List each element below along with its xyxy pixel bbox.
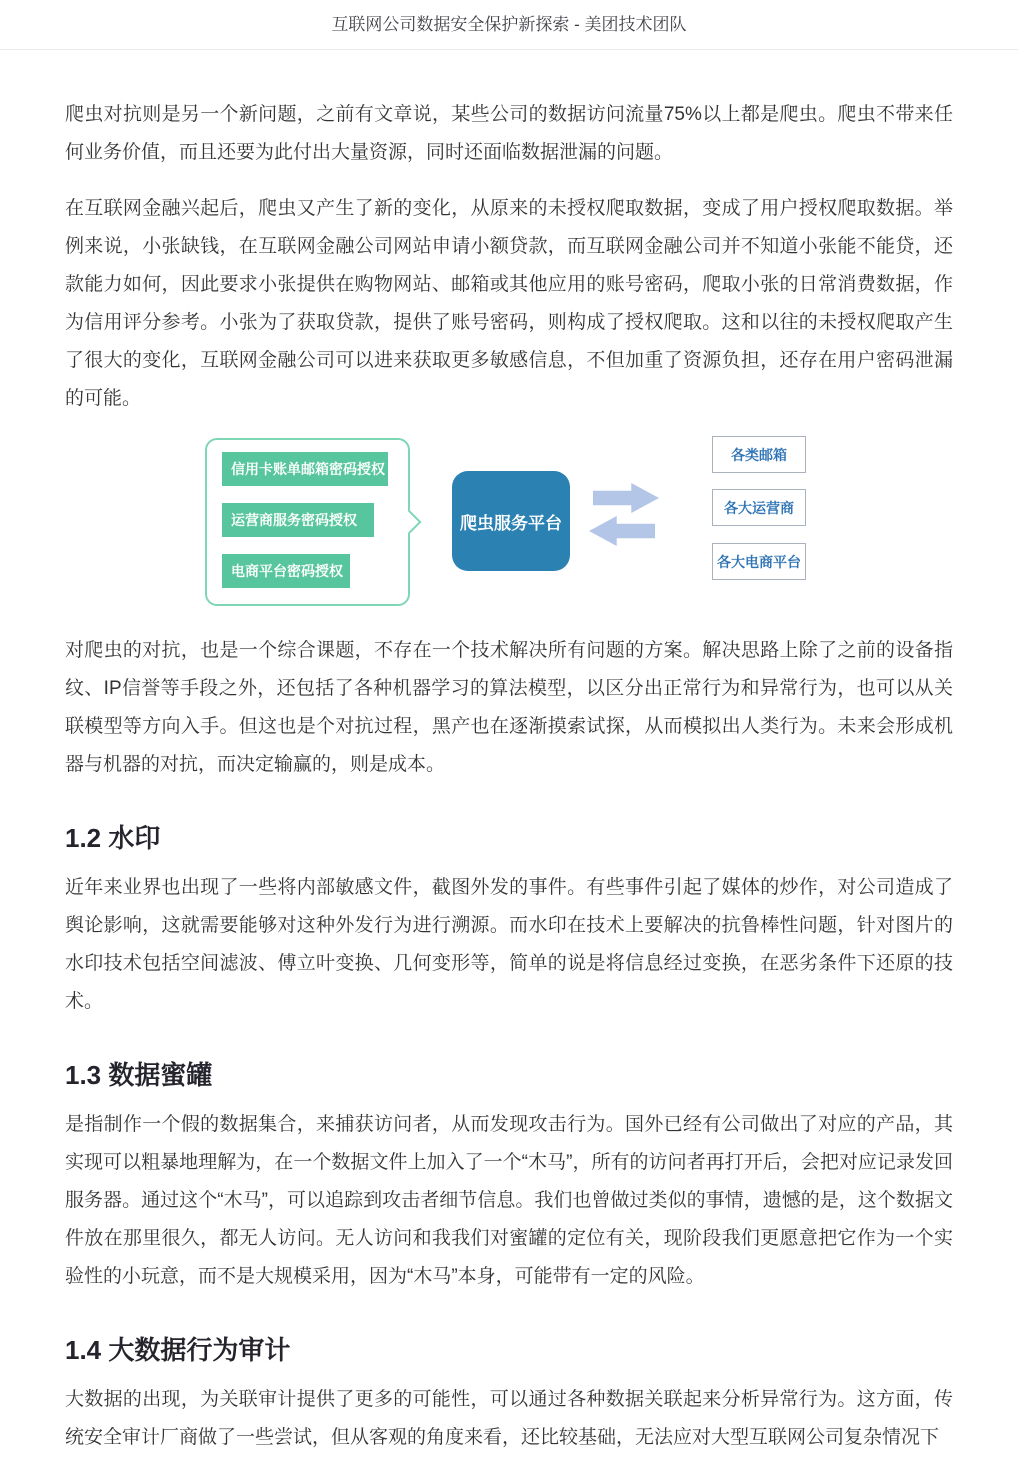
auth-item-creditcard: 信用卡账单邮箱密码授权 bbox=[222, 452, 388, 486]
paragraph-crawler-problem: 爬虫对抗则是另一个新问题，之前有文章说，某些公司的数据访问流量75%以上都是爬虫。爬虫不带来任何业务价值，而且还要为此付出大量资源，同时还面临数据泄漏的问题。 bbox=[65, 104, 953, 163]
crawler-flow-diagram bbox=[65, 436, 953, 612]
flow-arrow-right-icon bbox=[593, 483, 659, 513]
heading-bigdata-audit: 1.4 大数据行为审计 bbox=[65, 1335, 291, 1365]
group-pointer-icon bbox=[397, 510, 421, 534]
paragraph-fintech-crawler: 在互联网金融兴起后，爬虫又产生了新的变化，从原来的未授权爬取数据，变成了用户授权爬取数据。举例来说，小张缺钱，在互联网金融公司网站申请小额贷款，而互联网金融公司并不知道小张能不能贷，还款能力如何，因此要求小张提供在购物网站、邮箱或其他应用的账号密码，爬取小张的日常消费数据，作为信用评分参考。小张为了获取贷款，提供了账号密码，则构成了授权爬取。这和以往的未授权爬取产生了很大的变化，互联网金融公司可以进来获取更多敏感信息，不但加重了资源负担，还存在用户密码泄漏的可能。 bbox=[65, 198, 953, 409]
heading-honeypot: 1.3 数据蜜罐 bbox=[65, 1060, 213, 1090]
auth-item-carrier: 运营商服务密码授权 bbox=[222, 503, 374, 537]
page-header bbox=[0, 0, 1018, 50]
paragraph-honeypot: 是指制作一个假的数据集合，来捕获访问者，从而发现攻击行为。国外已经有公司做出了对应的产品，其实现可以粗暴地理解为，在一个数据文件上加入了一个“木马”，所有的访问者再打开后，会把对应记录发回服务器。通过这个“木马”，可以追踪到攻击者细节信息。我们也曾做过类似的事情，遗憾的是，这个数据文件放在那里很久，都无人访问。无人访问和我我们对蜜罐的定位有关，现阶段我们更愿意把它作为一个实验性的小玩意，而不是大规模采用，因为“木马”本身，可能带有一定的风险。 bbox=[65, 1114, 953, 1287]
page-title: 互联网公司数据安全保护新探索 - 美团技术团队 bbox=[331, 15, 687, 34]
auth-item-ecommerce: 电商平台密码授权 bbox=[222, 554, 350, 588]
target-carriers: 各大运营商 bbox=[712, 489, 806, 526]
paragraph-anti-crawler: 对爬虫的对抗，也是一个综合课题，不存在一个技术解决所有问题的方案。解决思路上除了之前的设备指纹、IP信誉等手段之外，还包括了各种机器学习的算法模型，以区分出正常行为和异常行为，也可以从关联模型等方向入手。但这也是个对抗过程，黑产也在逐渐摸索试探，从而模拟出人类行为。未来会形成机器与机器的对抗，而决定输赢的，则是成本。 bbox=[65, 640, 953, 775]
flow-arrow-left-icon bbox=[589, 516, 655, 546]
target-ecommerce-platforms: 各大电商平台 bbox=[712, 543, 806, 580]
article-content bbox=[65, 50, 953, 1457]
paragraph-watermark: 近年来业界也出现了一些将内部敏感文件，截图外发的事件。有些事件引起了媒体的炒作，对公司造成了舆论影响，这就需要能够对这种外发行为进行溯源。而水印在技术上要解决的抗鲁棒性问题，针对图片的水印技术包括空间滤波、傅立叶变换、几何变形等，简单的说是将信息经过变换，在恶劣条件下还原的技术。 bbox=[65, 877, 953, 1012]
heading-watermark: 1.2 水印 bbox=[65, 823, 161, 853]
auth-sources-group bbox=[205, 438, 410, 606]
crawler-platform-node: 爬虫服务平台 bbox=[452, 471, 570, 571]
paragraph-bigdata-audit: 大数据的出现，为关联审计提供了更多的可能性，可以通过各种数据关联起来分析异常行为。这方面，传统安全审计厂商做了一些尝试，但从客观的角度来看，还比较基础，无法应对大型互联网公司复杂情况下 bbox=[65, 1389, 953, 1448]
target-mailboxes: 各类邮箱 bbox=[712, 436, 806, 473]
